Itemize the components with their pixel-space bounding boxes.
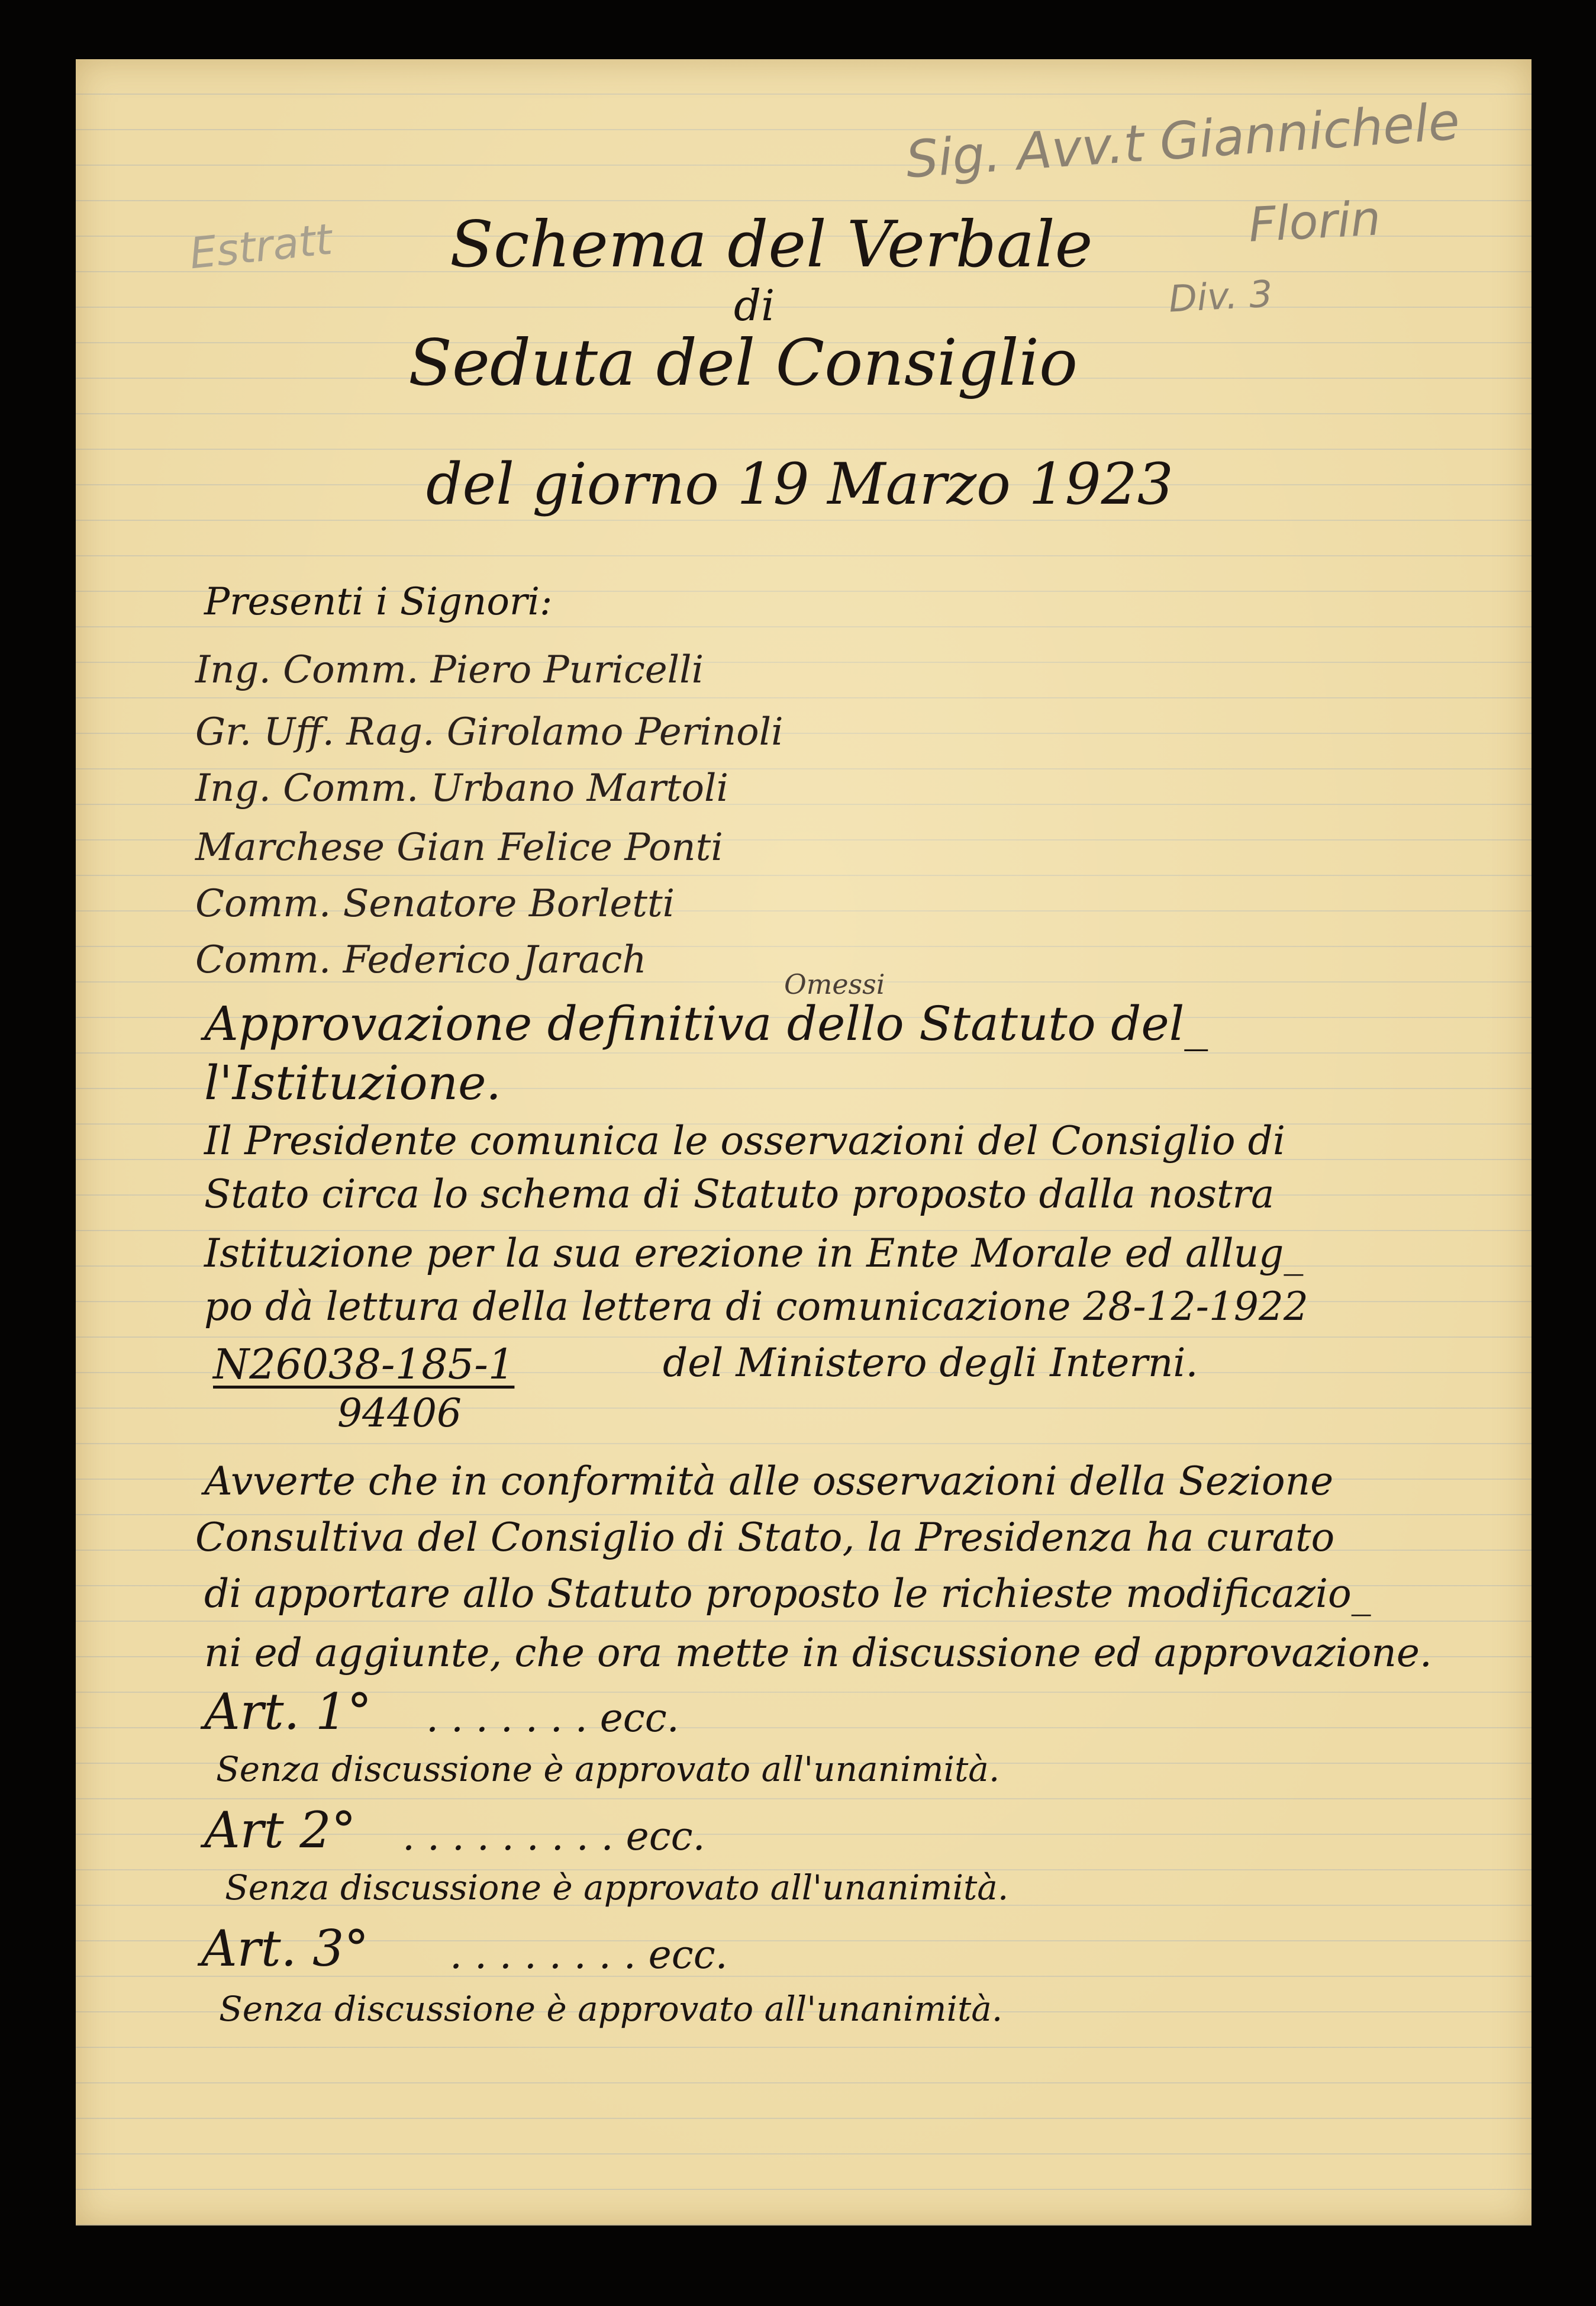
article-result: Senza discussione è approvato all'unanimità. [225,1867,1009,1908]
article-dots: . . . . . . . . . ecc. [402,1814,705,1859]
section-heading-continued: l'Istituzione. [204,1055,501,1110]
article-dots: . . . . . . . . ecc. [450,1932,728,1978]
document-title-line2: di [734,281,775,330]
article-result: Senza discussione è approvato all'unanimità. [216,1749,1000,1789]
document-title-line3: Seduta del Consiglio [408,326,1078,400]
attendee-name: Ing. Comm. Piero Puricelli [195,648,704,692]
section-heading: Approvazione definitiva dello Statuto del_ [204,996,1208,1051]
article-dots: . . . . . . . ecc. [426,1695,679,1741]
attendee-name: Ing. Comm. Urbano Martoli [195,766,728,810]
reference-subnumber: 94406 [337,1390,462,1436]
attendee-name: Comm. Senatore Borletti [195,882,675,926]
paragraph-line: Il Presidente comunica le osservazioni del Consiglio di [204,1118,1285,1164]
document-date: del giorno 19 Marzo 1923 [426,451,1173,517]
paragraph-line: Avverte che in conformità alle osservazioni della Sezione [204,1458,1334,1504]
attendee-name: Marchese Gian Felice Ponti [195,826,723,869]
paragraph-line: ni ed aggiunte, che ora mette in discussione ed approvazione. [204,1630,1432,1676]
paragraph-line: po dà lettura della lettera di comunicazione 28-12-1922 [204,1284,1308,1329]
ministry-reference: del Ministero degli Interni. [663,1340,1198,1386]
annotation-division: Div. 3 [1168,272,1274,321]
article-label: Art. 1° [204,1683,372,1741]
annotation-extract: Estratt [187,214,335,279]
reference-number: N26038-185-1 [213,1340,515,1389]
article-label: Art 2° [204,1801,356,1859]
attendee-name: Comm. Federico Jarach [195,938,647,982]
paragraph-line: Istituzione per la sua erezione in Ente Morale ed allug_ [204,1231,1304,1276]
article-result: Senza discussione è approvato all'unanimità. [219,1989,1003,2029]
attendees-intro: Presenti i Signori: [204,580,553,624]
annotation-addressee-surname: Florin [1247,191,1382,253]
overwritten-word: Omessi [784,968,885,1000]
paragraph-line: Consultiva del Consiglio di Stato, la Presidenza ha curato [195,1515,1335,1560]
attendee-name: Gr. Uff. Rag. Girolamo Perinoli [195,710,784,754]
article-label: Art. 3° [201,1919,369,1978]
paragraph-line: Stato circa lo schema di Statuto proposto dalla nostra [204,1171,1275,1217]
annotation-addressee: Sig. Avv.t Giannichele [904,92,1462,190]
paragraph-line: di apportare allo Statuto proposto le richieste modificazio_ [204,1571,1371,1616]
document-title-line1: Schema del Verbale [450,208,1093,282]
